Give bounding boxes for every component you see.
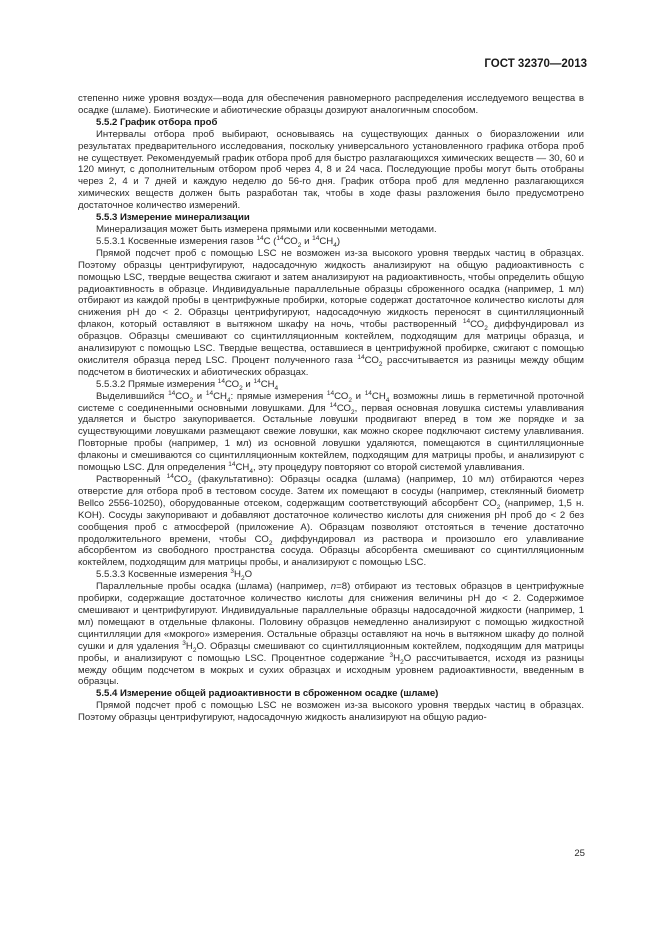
paragraph: Минерализация может быть измерена прямыми или косвенными методами. <box>96 223 437 235</box>
page-number: 25 <box>574 848 585 859</box>
subsection-heading-5-5-3-2: 5.5.3.2 Прямые измерения $^{14}СО_2$ и $^{14}СН_4$ <box>96 377 279 392</box>
section-heading-5-5-2: 5.5.2 График отбора проб <box>96 116 218 128</box>
subsection-heading-5-5-3-1: 5.5.3.1 Косвенные измерения газов $^{14}$С ($^{14}СО_2$ и $^{14}СН_4$) <box>96 234 341 249</box>
paragraph: Выделившийся $^{14}СО_2$ и $^{14}СН_4$: прямые измерения $^{14}СО_2$ и $^{14}СН_4$ возможны лишь в герметичной проточной системе с соединенными основными ловушками. Для $^{14}СО_2$, первая основная ловушка системы улавливания удаляется и быстро закупоривается. Остальные ловушки продвигают вперед в том же порядке и за существующими ловушками размещают свежие ловушки, как можно скорее подключают систему улавливания. Повторные пробы (например, 1 мл) из основной ловушки удаляются, помещаются в сцинтилляционные флаконы и смешиваются со сцинтилляционным коктейлем, подходящим для матрицы пробы, и анализируют с помощью LSC. Для определения $^{14}СН_4$, эту процедуру повторяют со второй системой улавливания. <box>78 389 584 475</box>
subsection-heading-5-5-3-3: 5.5.3.3 Косвенные измерения $^3Н_2О$ <box>96 568 253 583</box>
paragraph: Интервалы отбора проб выбирают, основываясь на существующих данных о биоразложении или результатах предварительного исследования, поскольку универсального установленного графика отбора проб не существует. Рекомендуемый график отбора проб для быстро разлагающихся химических веществ — 30, 60 и 120 минут, с дополнительным отбором проб через 4, 8 и 24 часа. Последующие пробы могут быть отобраны через 2, 4 и 7 дней и каждую неделю до 56-го дня. График отбора проб для медленно разлагающихся химических веществ должен быть разработан так, чтобы в ходе фазы разложения было предусмотрено достаточное количество измерений. <box>78 128 584 212</box>
paragraph: Растворенный $^{14}СО_2$ (факультативно): Образцы осадка (шлама) (например, 10 мл) отбираются через отверстие для отбора проб в тестовом сосуде. Затем их помещают в сосуды (например, стеклянный биометр Bellco 2556-10250), оборудованные отсеком, содержащим соответствующий абсорбент $СО_2$ (например, 1,5 н. KOH). Сосуды закупоривают и добавляют достаточное количество кислоты для снижения рН проб до < 2 без сообщения проб с атмосферой (приложение А). Образцам позволяют отстояться в течение достаточно продолжительного времени, чтобы $СО_2$ диффундировал из раствора и произошло его улавливание абсорбентом из свободного пространства сосуда. Образцы абсорбента смешивают со сцинтилляционным коктейлем, подходящим для матрицы пробы, и анализируют с помощью LSC. <box>78 472 585 569</box>
section-heading-5-5-4: 5.5.4 Измерение общей радиоактивности в сброженном осадке (шламе) <box>96 688 439 700</box>
document-body <box>78 93 584 724</box>
section-heading-5-5-3: 5.5.3 Измерение минерализации <box>96 212 250 224</box>
paragraph: степенно ниже уровня воздух—вода для обеспечения равномерного распределения исследуемого вещества в осадке (шламе). Биотические и абиотические образцы дозируют аналогичным способом. <box>78 93 584 116</box>
paragraph: Параллельные пробы осадка (шлама) (например, n=8) отбирают из тестовых образцов в центрифужные пробирки, содержащие достаточное количество кислоты для снижения величины рН до < 2. Содержимое смешивают и центрифугируют. Индивидуальные параллельные образцы надосадочной жидкости (например, 1 мл) помещают в отдельные флаконы. Половину образцов немедленно анализируют с помощью жидкостной сцинтилляции для «мокрого» измерения. Остальные образцы оставляют на ночь в вытяжном шкафу до полной сушки и для удаления $^3Н_2О$. Образцы смешивают со сцинтилляционным коктейлем, подходящим для матрицы пробы, и анализируют с помощью LSC. Процентное содержание $^3Н_2О$ рассчитывается, исходя из разницы между общим подсчетом в мокрых и сухих образцах и исходным уровнем радиоактивности, введенным в образцы. <box>78 581 584 688</box>
standard-number: ГОСТ 32370—2013 <box>484 58 587 70</box>
paragraph: Прямой подсчет проб с помощью LSC не возможен из-за высокого уровня твердых частиц в образцах. Поэтому образцы центрифугируют, надосадочную жидкость анализируют на общую радио- <box>78 700 584 724</box>
paragraph: Прямой подсчет проб с помощью LSC не возможен из-за высокого уровня твердых частиц в образцах. Поэтому образцы центрифугируют, надосадочную жидкость анализируют на общую радиоактивность с помощью LSC, твердые вещества сжигают и затем анализируют на радиоактивность, чтобы определить общую радиоактивность в образце. Индивидуальные параллельные образцы сброженного осадка (например, 1 мл) отбирают из каждой пробы в центрифужные пробирки, которые содержат достаточное количество кислоты для снижения рН до < 2. Образцы центрифугируют, надосадочную жидкость переносят в сцинтилляционный флакон, который оставляют в вытяжном шкафу на ночь, чтобы растворенный $^{14}СО_2$ диффундировал из образцов. Образцы смешивают со сцинтилляционным коктейлем, подходящим для матрицы образца, и анализируют с помощью LSC. Твердые вещества, оставшиеся в центрифужной пробирке, сжигают с помощью окислителя образца перед LSC. Процент полученного газа $^{14}СО_2$ рассчитывается из разницы между общим подсчетом в биотических и абиотических образцах. <box>78 247 584 378</box>
